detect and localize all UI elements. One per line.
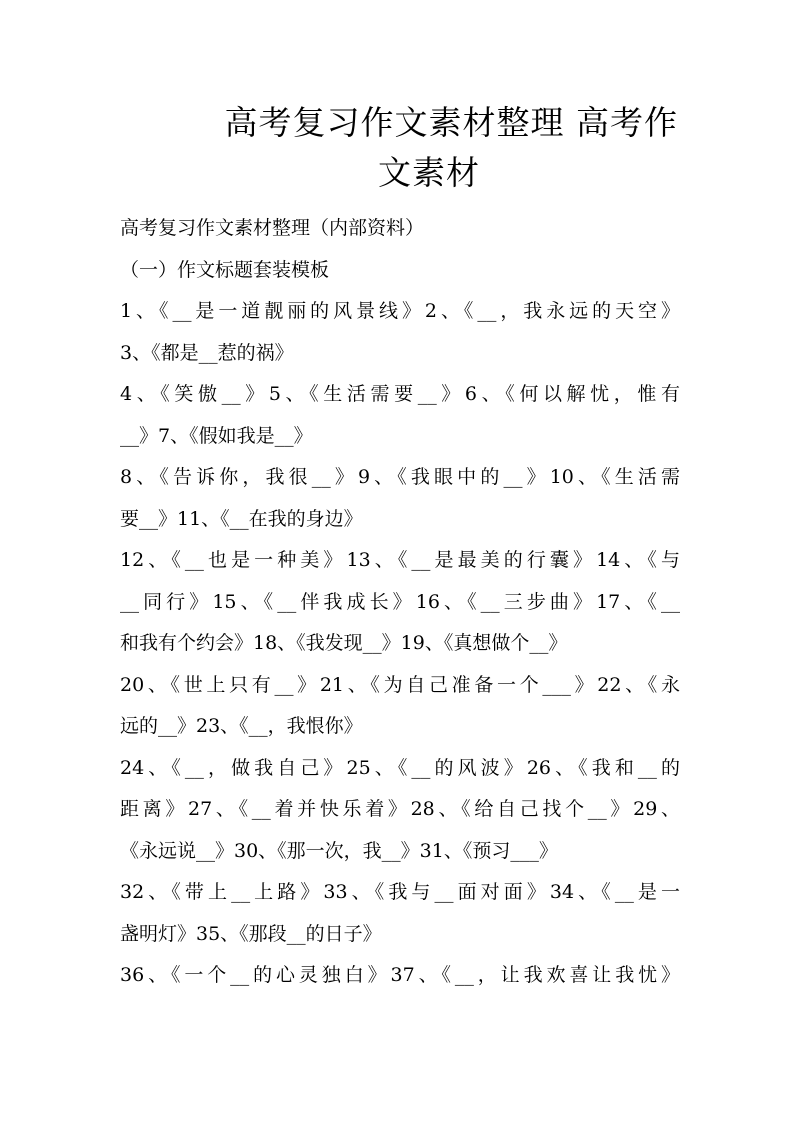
title-line-1: 高考复习作文素材整理 高考作 <box>224 103 678 142</box>
text-line: __同行》15、《__伴我成长》16、《__三步曲》17、《__ <box>120 590 680 613</box>
text-line: 《永远说__》30、《那一次，我__》31、《预习___》 <box>120 839 558 862</box>
text-line: 要__》11、《__在我的身边》 <box>120 507 363 530</box>
text-line: 距离》27、《__着并快乐着》28、《给自己找个__》29、 <box>120 798 680 820</box>
text-line: 3、《都是__惹的祸》 <box>120 341 294 364</box>
text-line: __》7、《假如我是__》 <box>120 424 313 447</box>
subtitle-line: 高考复习作文素材整理（内部资料） <box>120 217 425 239</box>
text-line: 24、《__，做我自己》25、《__的风波》26、《我和__的 <box>120 756 680 779</box>
title-line-2: 文素材 <box>378 153 480 192</box>
text-line: 36、《一个__的心灵独白》37、《__，让我欢喜让我忧》 <box>120 964 680 986</box>
text-line: 8、《告诉你，我很__》9、《我眼中的__》10、《生活需 <box>120 466 680 488</box>
text-line: 远的__》23、《__，我恨你》 <box>120 715 363 737</box>
text-line: 盏明灯》35、《那段__的日子》 <box>120 922 382 945</box>
text-line: 12、《__也是一种美》13、《__是最美的行囊》14、《与 <box>120 549 680 571</box>
text-line: 1、《__是一道靓丽的风景线》2、《__，我永远的天空》 <box>120 300 680 322</box>
text-line: 20、《世上只有__》21、《为自己准备一个___》22、《永 <box>120 673 680 696</box>
document-body <box>120 208 680 997</box>
text-line: 32、《带上__上路》33、《我与__面对面》34、《__是一 <box>120 881 680 903</box>
text-line: 4、《笑傲__》5、《生活需要__》6、《何以解忧，惟有 <box>120 383 680 405</box>
text-line: 和我有个约会》18、《我发现__》19、《真想做个__》 <box>120 632 568 654</box>
section-heading: （一）作文标题套装模板 <box>120 258 330 281</box>
document-title <box>120 98 678 198</box>
